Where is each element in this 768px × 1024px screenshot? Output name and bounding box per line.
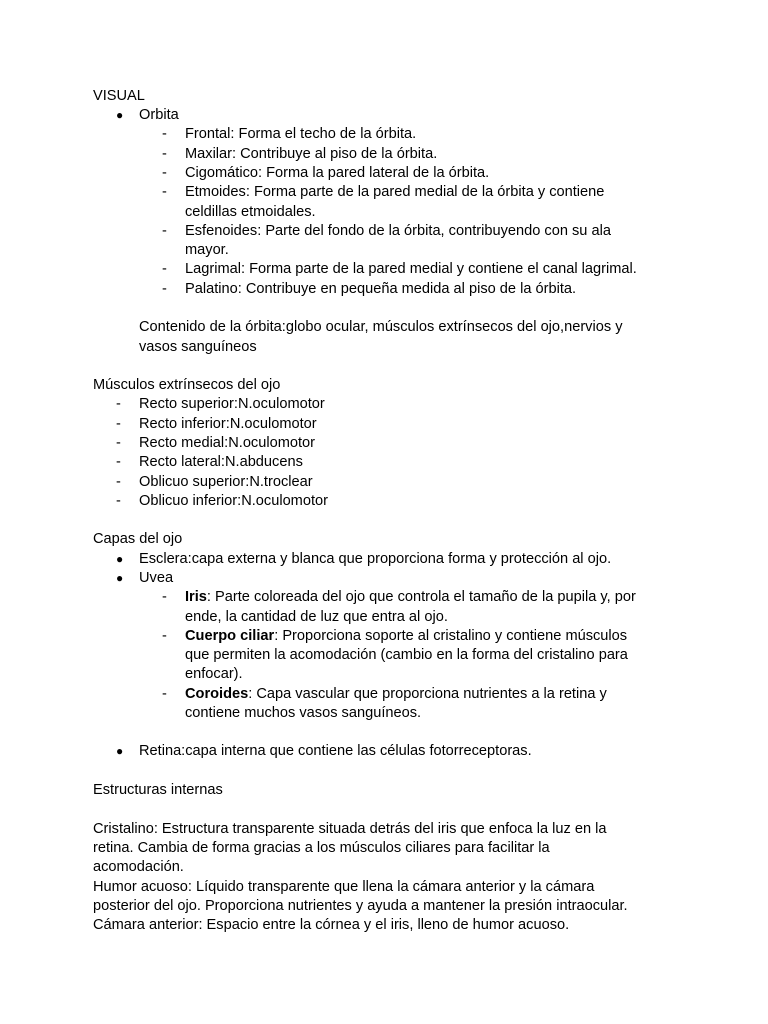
uvea-description-continuation: enfocar). — [185, 666, 243, 682]
muscle-item: Recto medial:N.oculomotor — [139, 435, 316, 451]
muscle-item: Recto inferior:N.oculomotor — [139, 416, 317, 432]
bone-item-continuation: mayor. — [185, 242, 229, 258]
uvea-item-coroides — [185, 685, 607, 704]
uvea-description: : Capa vascular que proporciona nutrientes a la retina y — [248, 686, 607, 702]
bullet-icon: ● — [116, 552, 124, 566]
dash-icon: - — [162, 223, 167, 239]
dash-icon: - — [116, 435, 121, 451]
muscles-heading: Músculos extrínsecos del ojo — [93, 377, 281, 393]
dash-icon: - — [162, 686, 167, 702]
muscle-item: Oblicuo superior:N.troclear — [139, 474, 313, 490]
internal-paragraph-line: Cámara anterior: Espacio entre la córnea y el iris, lleno de humor acuoso. — [93, 917, 570, 933]
internal-paragraph-line: Cristalino: Estructura transparente situada detrás del iris que enfoca la luz en la — [93, 821, 607, 837]
dash-icon: - — [116, 493, 121, 509]
uvea-item-iris — [185, 588, 636, 607]
layer-uvea: Uvea — [139, 570, 174, 586]
dash-icon: - — [162, 184, 167, 200]
bone-item: Cigomático: Forma la pared lateral de la órbita. — [185, 165, 490, 181]
layers-heading: Capas del ojo — [93, 531, 183, 547]
muscle-item: Recto superior:N.oculomotor — [139, 396, 325, 412]
orbita-contents: Contenido de la órbita:globo ocular, músculos extrínsecos del ojo,nervios y — [139, 319, 623, 335]
bone-item: Palatino: Contribuye en pequeña medida al piso de la órbita. — [185, 281, 577, 297]
orbita-label: Orbita — [139, 107, 179, 123]
uvea-term: Cuerpo ciliar — [185, 628, 275, 644]
layer-retina: Retina:capa interna que contiene las células fotorreceptoras. — [139, 743, 532, 759]
dash-icon: - — [116, 474, 121, 490]
uvea-description-continuation: que permiten la acomodación (cambio en la forma del cristalino para — [185, 647, 628, 663]
internal-paragraph-line: Humor acuoso: Líquido transparente que llena la cámara anterior y la cámara — [93, 879, 595, 895]
dash-icon: - — [162, 281, 167, 297]
document-title: VISUAL — [93, 88, 145, 104]
internal-paragraph-line: retina. Cambia de forma gracias a los músculos ciliares para facilitar la — [93, 840, 550, 856]
muscle-item: Oblicuo inferior:N.oculomotor — [139, 493, 328, 509]
orbita-contents-continuation: vasos sanguíneos — [139, 339, 257, 355]
layer-esclera: Esclera:capa externa y blanca que proporciona forma y protección al ojo. — [139, 551, 612, 567]
uvea-description-continuation: ende, la cantidad de luz que entra al ojo. — [185, 609, 448, 625]
bone-item: Esfenoides: Parte del fondo de la órbita, contribuyendo con su ala — [185, 223, 611, 239]
internal-paragraph-line: posterior del ojo. Proporciona nutrientes y ayuda a mantener la presión intraocular. — [93, 898, 628, 914]
bone-item: Lagrimal: Forma parte de la pared medial y contiene el canal lagrimal. — [185, 261, 637, 277]
uvea-term: Coroides — [185, 686, 249, 702]
dash-icon: - — [116, 454, 121, 470]
bullet-icon: ● — [116, 108, 124, 122]
dash-icon: - — [116, 396, 121, 412]
uvea-item-cuerpo-ciliar — [185, 627, 627, 646]
uvea-description: : Proporciona soporte al cristalino y contiene músculos — [274, 628, 628, 644]
dash-icon: - — [162, 165, 167, 181]
dash-icon: - — [162, 589, 167, 605]
uvea-term: Iris — [185, 589, 207, 605]
dash-icon: - — [162, 126, 167, 142]
muscle-item: Recto lateral:N.abducens — [139, 454, 303, 470]
uvea-description: : Parte coloreada del ojo que controla el tamaño de la pupila y, por — [206, 589, 636, 605]
internal-paragraph-line: acomodación. — [93, 859, 184, 875]
bone-item-continuation: celdillas etmoidales. — [185, 204, 316, 220]
bullet-icon: ● — [116, 571, 124, 585]
dash-icon: - — [162, 261, 167, 277]
internal-heading: Estructuras internas — [93, 782, 223, 798]
bone-item: Maxilar: Contribuye al piso de la órbita. — [185, 146, 438, 162]
bone-item: Etmoides: Forma parte de la pared medial de la órbita y contiene — [185, 184, 605, 200]
dash-icon: - — [162, 146, 167, 162]
uvea-description-continuation: contiene muchos vasos sanguíneos. — [185, 705, 422, 721]
bone-item: Frontal: Forma el techo de la órbita. — [185, 126, 417, 142]
dash-icon: - — [116, 416, 121, 432]
dash-icon: - — [162, 628, 167, 644]
bullet-icon: ● — [116, 744, 124, 758]
